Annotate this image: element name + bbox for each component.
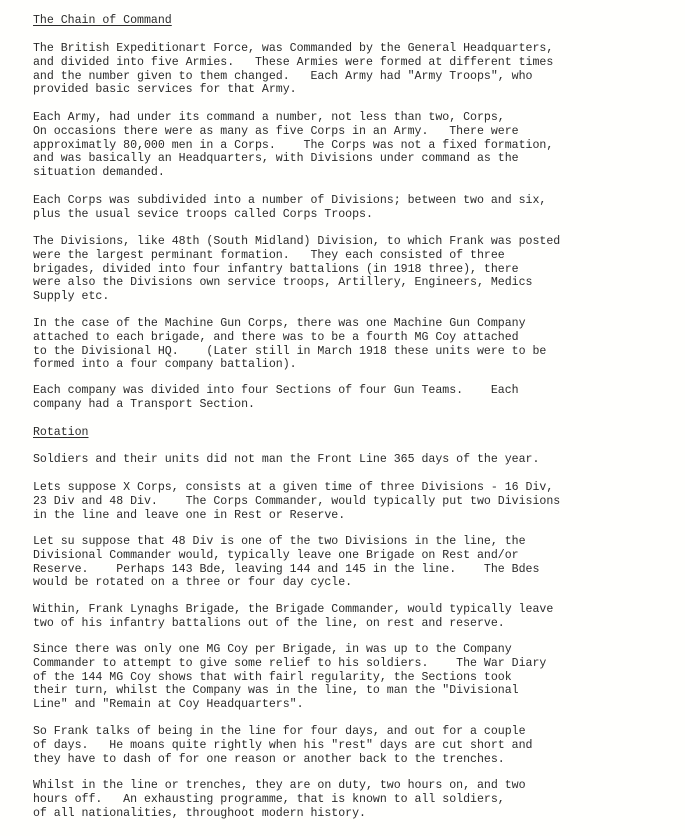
paragraph-machine-gun-corps: In the case of the Machine Gun Corps, there was one Machine Gun Company attached to each brigade, and there was to be a fourth MG Coy attached to the Divisional HQ. (Later still in March 1918 these units were to be formed into a four company battalion). [33,317,547,372]
heading-rotation: Rotation [33,426,89,439]
paragraph-48-div: Let su suppose that 48 Div is one of the two Divisions in the line, the Divisional Commander would, typically leave one Brigade on Rest and/or Reserve. Perhaps 143 Bde, leaving 144 and 145 in the line. The Bdes would be rotated on a three or four day cycle. [33,535,540,590]
paragraph-x-corps: Lets suppose X Corps, consists at a given time of three Divisions - 16 Div, 23 Div and 48 Div. The Corps Commander, would typically put two Divisions in the line and leave one in Rest or Reserve. [33,481,561,522]
paragraph-army-corps: Each Army, had under its command a number, not less than two, Corps, On occasions there were as many as five Corps in an Army. There were approximatly 80,000 men in a Corps. The Corps was not a fixed formation, and was basically an Headquarters, with Divisions under command as the situation demanded. [33,111,554,180]
paragraph-duty-hours: Whilst in the line or trenches, they are on duty, two hours on, and two hours off. An exhausting programme, that is known to all soldiers, of all nationalities, throughoot modern history. [33,779,526,820]
paragraph-mg-coy: Since there was only one MG Coy per Brigade, in was up to the Company Commander to attempt to give some relief to his soldiers. The War Diary of the 144 MG Coy shows that with fairl regularity, the Sections took their turn, whilst the Company was in the line, to man the "Divisional Line" and "Remain at Coy Headquarters". [33,643,547,712]
paragraph-four-days: So Frank talks of being in the line for four days, and out for a couple of days. He moans quite rightly when his "rest" days are cut short and they have to dash of for one reason or another back to the trenches. [33,725,533,766]
heading-chain-of-command: The Chain of Command [33,14,172,27]
paragraph-corps-divisions: Each Corps was subdivided into a number of Divisions; between two and six, plus the usual sevice troops called Corps Troops. [33,194,547,221]
paragraph-bef-structure: The British Expeditionart Force, was Commanded by the General Headquarters, and divided into five Armies. These Armies were formed at different times and the number given to them changed. Each Army had "Army Troops", who provided basic services for that Army. [33,42,554,97]
paragraph-divisions: The Divisions, like 48th (South Midland) Division, to which Frank was posted were the largest perminant formation. They each consisted of three brigades, divided into four infantry battalions (in 1918 three), there were also the Divisions own service troops, Artillery, Engineers, Medics Supply etc. [33,235,561,304]
paragraph-brigade: Within, Frank Lynaghs Brigade, the Brigade Commander, would typically leave two of his infantry battalions out of the line, on rest and reserve. [33,603,554,630]
paragraph-company-sections: Each company was divided into four Sections of four Gun Teams. Each company had a Transport Section. [33,384,519,411]
paragraph-front-line: Soldiers and their units did not man the Front Line 365 days of the year. [33,453,540,466]
